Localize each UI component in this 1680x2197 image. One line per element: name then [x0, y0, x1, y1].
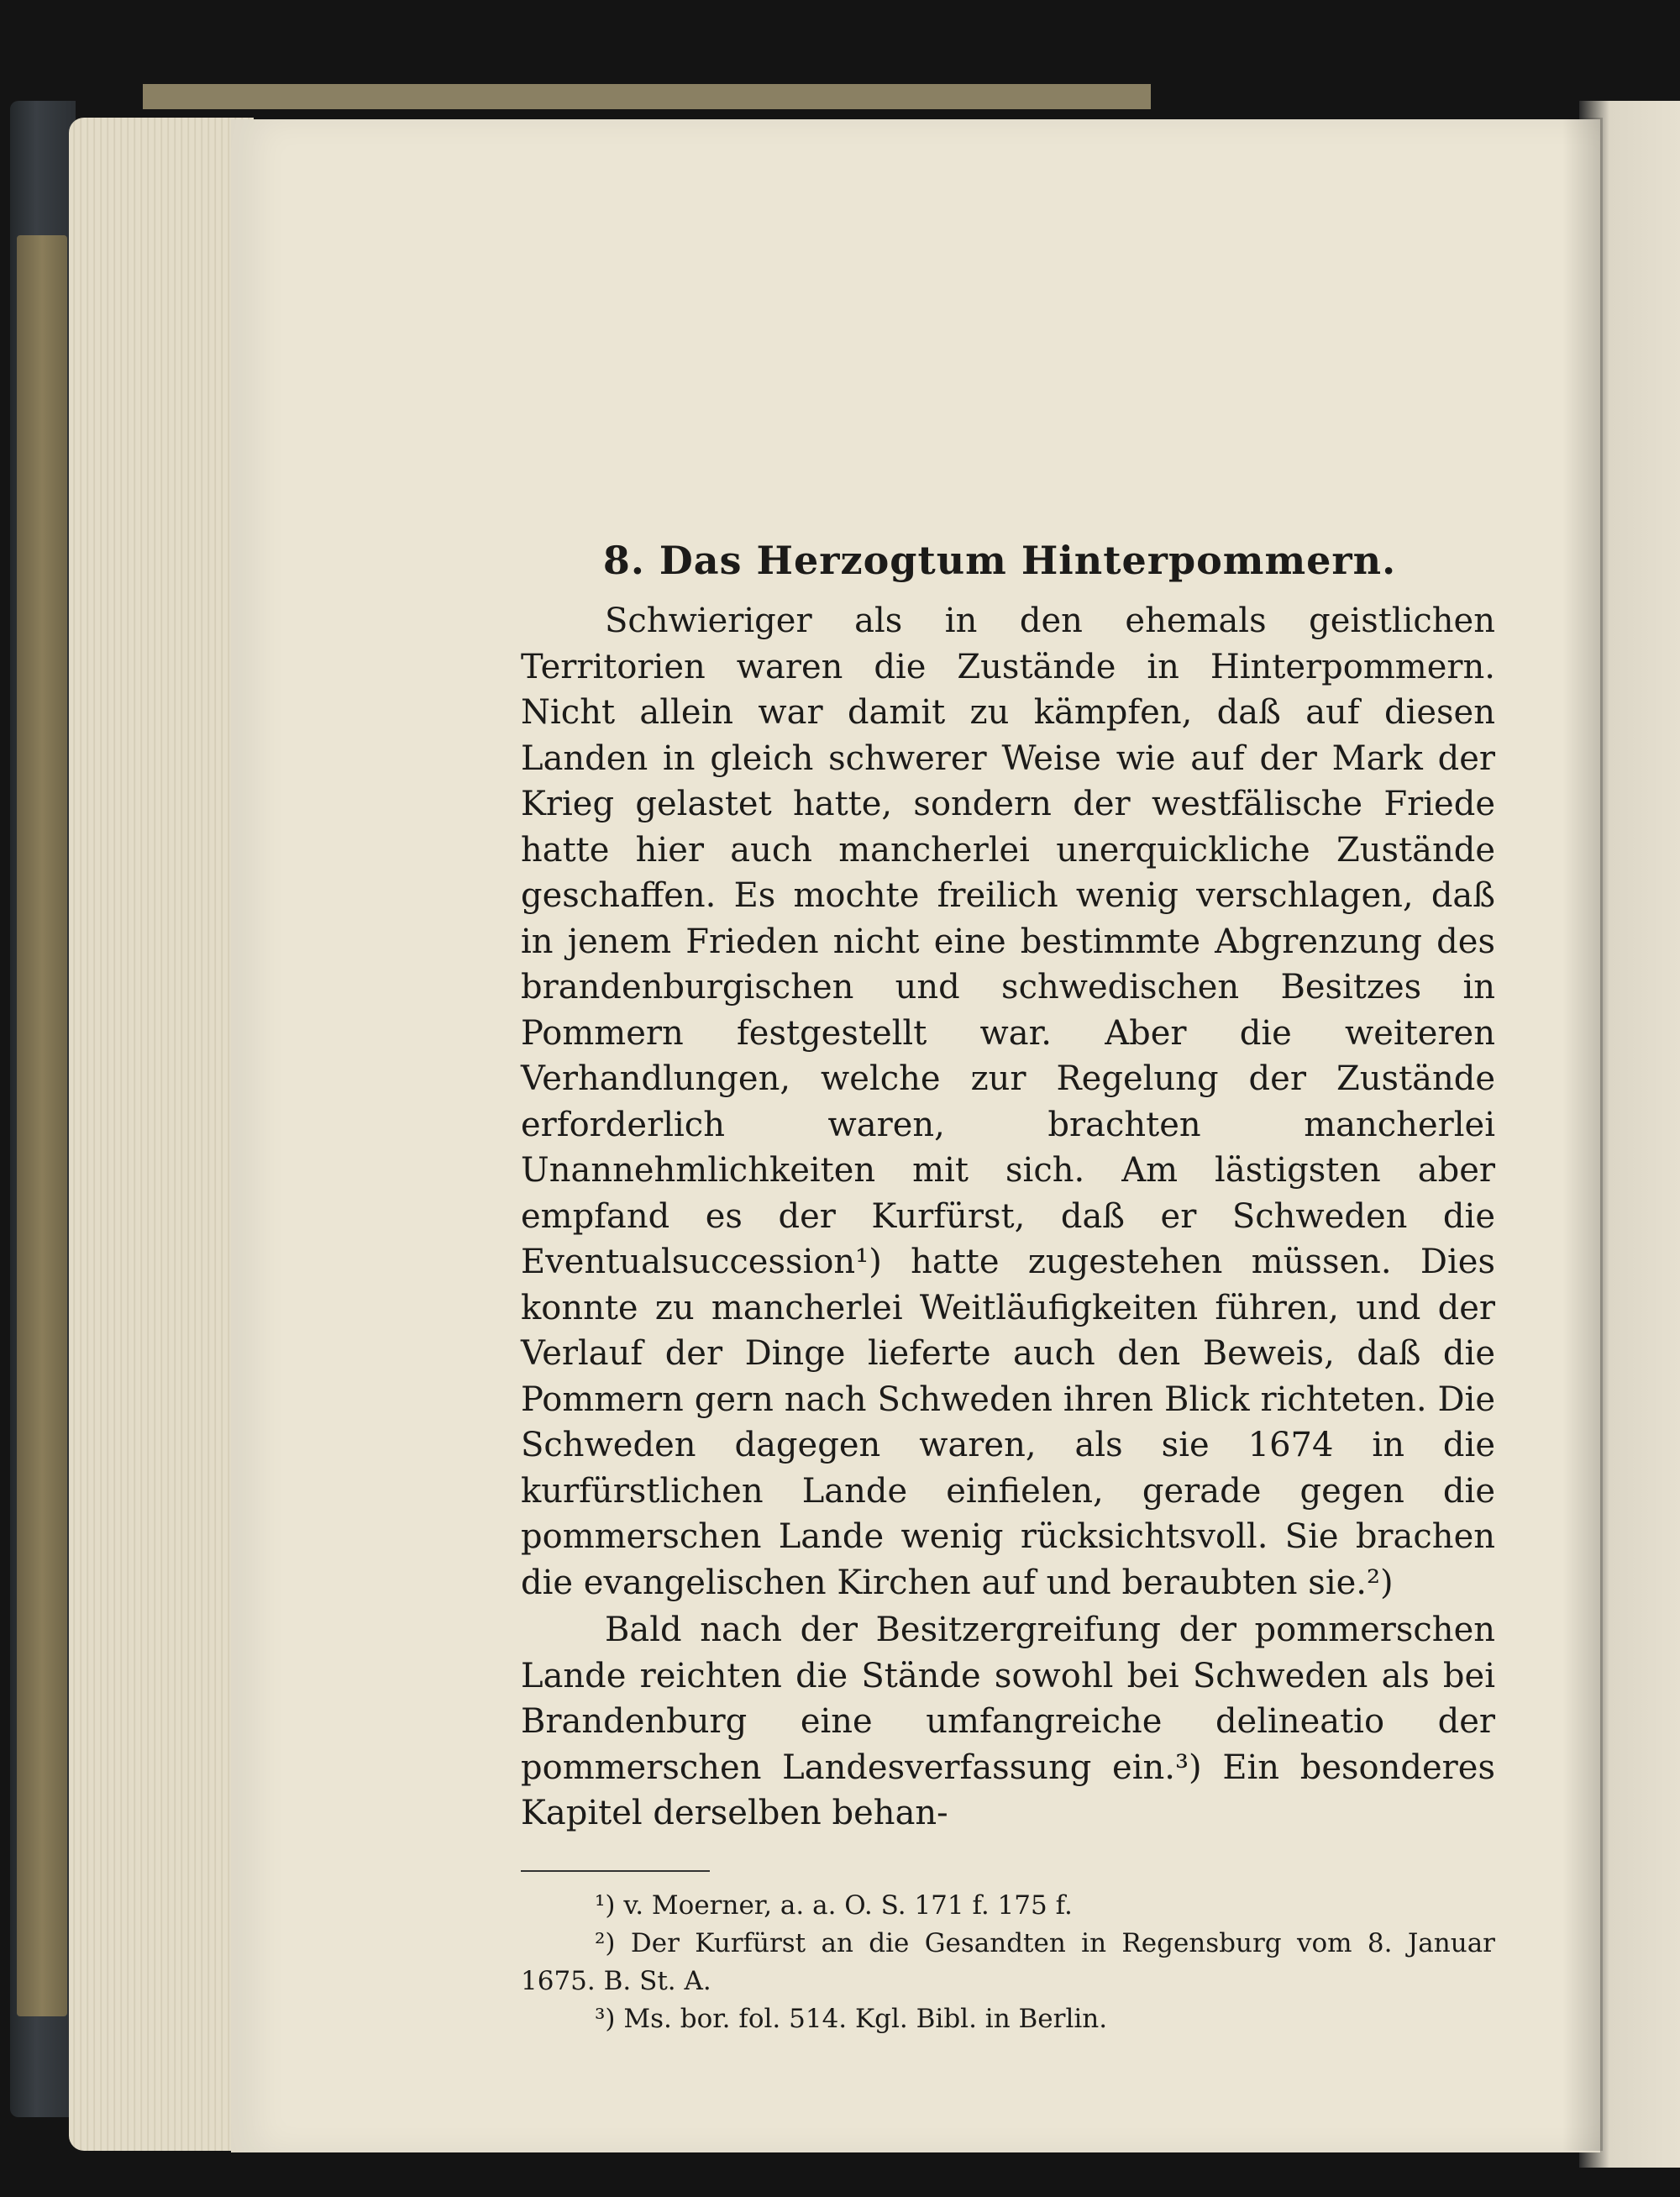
body-paragraph: Schwieriger als in den ehemals geistlichen Territorien waren die Zustände in Hinterpommern. Nicht allein war damit zu kämpfen, daß auf diesen Landen in gleich schwerer Weise wie auf der Mark der Krieg gelastet hatte, sondern der westfälische Friede hatte hier auch mancherlei unerquickliche Zustände geschaffen. Es mochte freilich wenig verschlagen, daß in jenem Frieden nicht eine bestimmte Abgrenzung des brandenburgischen und schwedischen Besitzes in Pommern festgestellt war. Aber die weiteren Verhandlungen, welche zur Regelung der Zustände erforderlich waren, brachten mancherlei Unannehmlichkeiten mit sich. Am lästigsten aber empfand es der Kurfürst, daß er Schweden die Eventualsuccession¹) hatte zugestehen müssen. Dies konnte zu mancherlei Weitläufigkeiten führen, und der Verlauf der Dinge lieferte auch den Beweis, daß die Pommern gern nach Schweden ihren Blick richteten. Die Schweden dagegen waren, als sie 1674 in die kurfürstlichen Lande einfielen, gerade gegen die pommerschen Lande wenig rücksichtsvoll. Sie brachen die evangelischen Kirchen auf und beraubten sie.²): [521, 602, 1495, 1602]
page-content: [521, 538, 1495, 2038]
footnote: ¹) v. Moerner, a. a. O. S. 171 f. 175 f.: [595, 1890, 1073, 1921]
footnote-separator: [521, 1870, 710, 1872]
gutter-shadow: [1562, 118, 1603, 2151]
body-paragraph: Bald nach der Besitzergreifung der pommerschen Lande reichten die Stände sowohl bei Schweden als bei Brandenburg eine umfangreiche delineatio der pommerschen Landesverfassung ein.³) Ein besonderes Kapitel derselben behan-: [521, 1611, 1495, 1832]
section-heading: 8. Das Herzogtum Hinterpommern.: [602, 538, 1397, 583]
book-cover-board: [17, 235, 67, 2016]
footnote: ³) Ms. bor. fol. 514. Kgl. Bibl. in Berlin.: [595, 2003, 1108, 2034]
page-edges: [69, 118, 254, 2151]
footnote: ²) Der Kurfürst an die Gesandten in Regensburg vom 8. Januar 1675. B. St. A.: [521, 1927, 1495, 1996]
book-cover-top: [143, 84, 1151, 109]
